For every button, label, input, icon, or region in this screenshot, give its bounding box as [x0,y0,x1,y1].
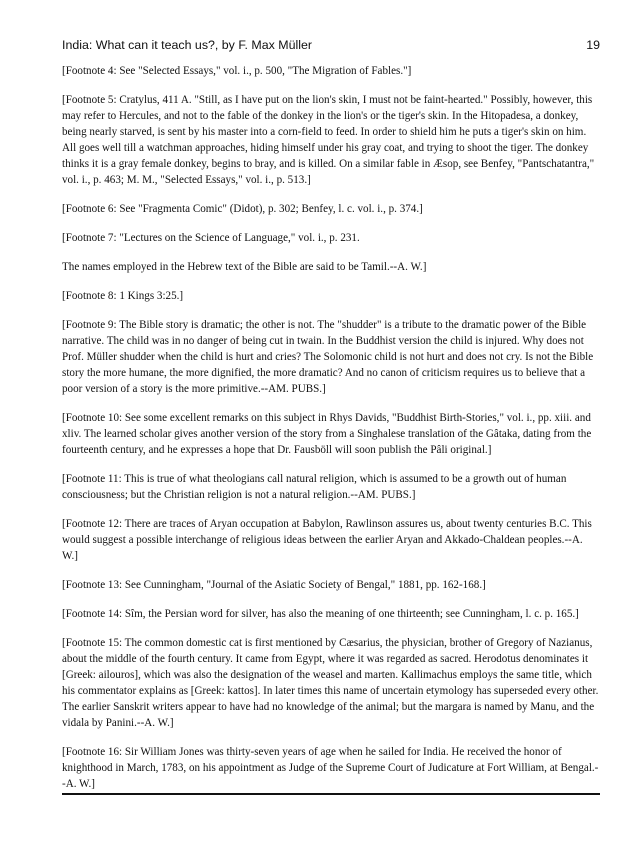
footnote-4: [Footnote 4: See "Selected Essays," vol. i., p. 500, "The Migration of Fables."] [62,65,412,77]
footnote-6: [Footnote 6: See "Fragmenta Comic" (Didot), p. 302; Benfey, l. c. vol. i., p. 374.] [62,203,423,215]
bottom-rule [62,793,600,795]
book-title: India: What can it teach us?, by F. Max Müller [62,38,312,52]
footnote-8: [Footnote 8: 1 Kings 3:25.] [62,290,184,302]
footnote-16: [Footnote 16: Sir William Jones was thirty-seven years of age when he sailed for India. He received the honor of knighthood in March, 1783, on his appointment as Judge of the Supreme Court of Judicature at Fort William, at Bengal.--A. W.] [62,746,599,790]
footnote-10: [Footnote 10: See some excellent remarks on this subject in Rhys Davids, "Buddhist Birth-Stories," vol. i., pp. xiii. and xliv. The learned scholar gives another version of the story from a Singhalese translation of the Gâtaka, dating from the fourteenth century, and he expresses a hope that Dr. Fausböll will soon publish the Pâli original.] [62,412,592,456]
footnote-13: [Footnote 13: See Cunningham, "Journal of the Asiatic Society of Bengal," 1881, pp. 162-168.] [62,579,486,591]
footnote-14: [Footnote 14: Sîm, the Persian word for silver, has also the meaning of one thirteenth; see Cunningham, l. c. p. 165.] [62,608,579,620]
footnote-5: [Footnote 5: Cratylus, 411 A. "Still, as I have put on the lion's skin, I must not be faint-hearted." Possibly, however, this may refer to Hercules, and not to the fable of the donkey in the lion's or the tiger's skin. In the Hitopadesa, a donkey, being nearly starved, is sent by his master into a corn-field to feed. In order to shield him he puts a tiger's skin on him. All goes well till a watchman approaches, hiding himself under his gray coat, and trying to shoot the tiger. The donkey thinks it is a gray female donkey, begins to bray, and is killed. On a similar fable in Æsop, see Benfey, "Pantschatantra," vol. i., p. 463; M. M., "Selected Essays," vol. i., p. 513.] [62,94,595,186]
page-number: 19 [586,38,600,52]
page-header [62,38,600,54]
footnote-9: [Footnote 9: The Bible story is dramatic; the other is not. The "shudder" is a tribute to the dramatic power of the Bible narrative. The child was in no danger of being cut in twain. In the Buddhist version the child is injured. Why does not Prof. Müller shudder when the child is hurt and cries? The Solomonic child is not hurt and does not cry. Is not the Bible story the more humane, the more dignified, the more dramatic? And no canon of criticism requires us to believe that a poor version of a story is the more primitive.--AM. PUBS.] [62,319,594,395]
footnote-15: [Footnote 15: The common domestic cat is first mentioned by Cæsarius, the physician, brother of Gregory of Nazianus, about the middle of the fourth century. It came from Egypt, where it was regarded as sacred. Herodotus denominates it [Greek: ailouros], which was also the designation of the weasel and marten. Kallimachus employs the same title, which his commentator explains as [Greek: kattos]. In later times this name of uncertain etymology has superseded every other. The earlier Sanskrit writers appear to have had no knowledge of the animal; but the margara is named by Manu, and the vidala by Panini.--A. W.] [62,637,599,729]
footnotes-body [62,63,600,805]
footnote-7: [Footnote 7: "Lectures on the Science of Language," vol. i., p. 231. [62,232,360,244]
footnote-11: [Footnote 11: This is true of what theologians call natural religion, which is assumed to be a growth out of human consciousness; but the Christian religion is not a natural religion.--AM. PUBS.] [62,473,567,501]
footnote-12: [Footnote 12: There are traces of Aryan occupation at Babylon, Rawlinson assures us, about twenty centuries B.C. This would suggest a possible interchange of religious ideas between the earlier Aryan and Akkado-Chaldean peoples.--A. W.] [62,518,592,562]
footnote-7-continuation: The names employed in the Hebrew text of the Bible are said to be Tamil.--A. W.] [62,261,427,273]
